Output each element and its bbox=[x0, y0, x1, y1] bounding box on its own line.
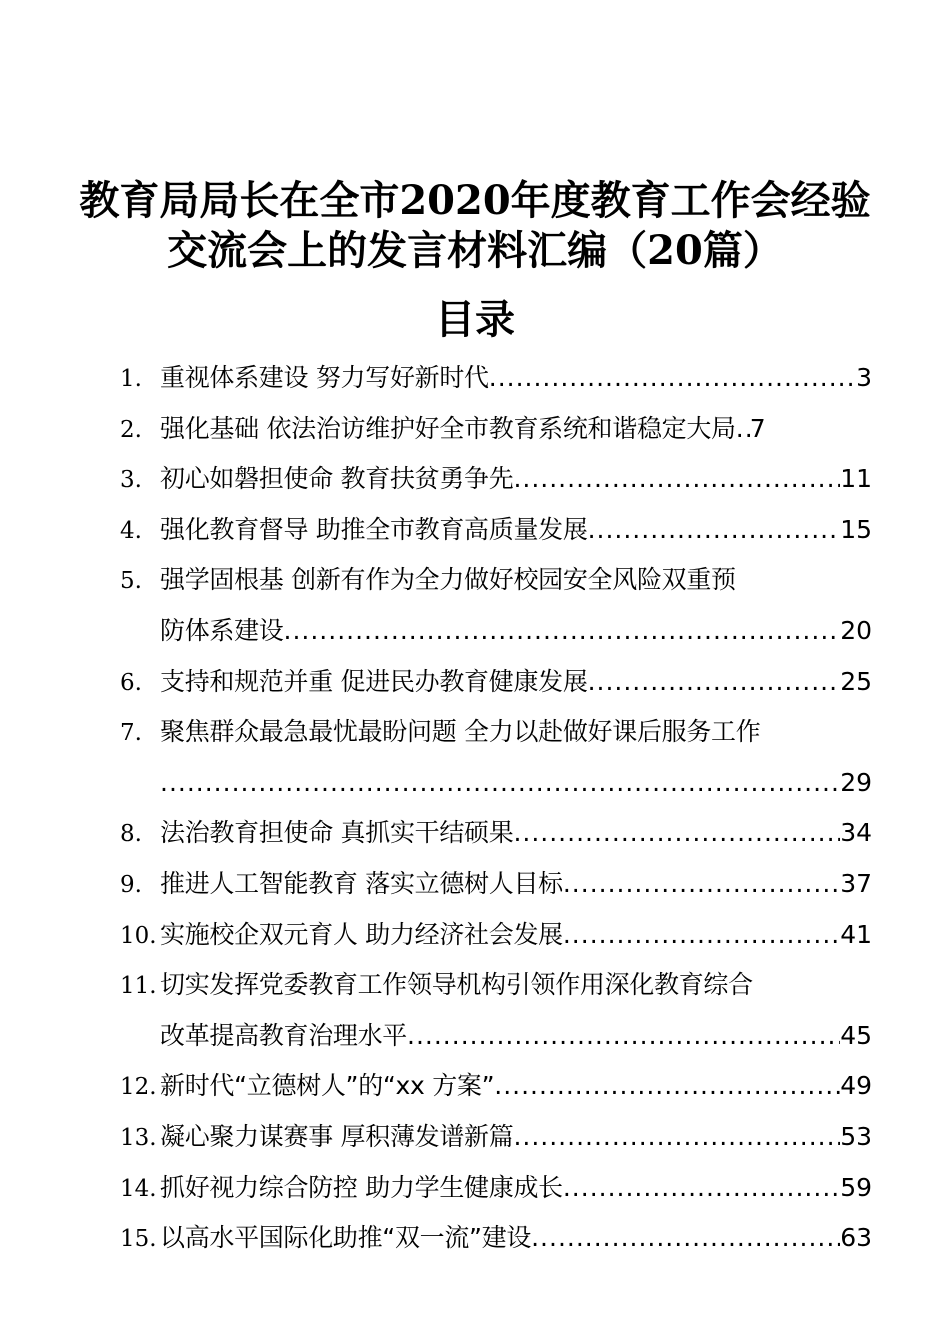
toc-entry-page: 11 bbox=[840, 464, 872, 494]
toc-entry-title: 实施校企双元育人 助力经济社会发展 bbox=[160, 919, 563, 949]
toc-leader-dots bbox=[563, 859, 840, 910]
document-title-line-2: 交流会上的发言材料汇编（20篇） bbox=[167, 227, 783, 274]
toc-entry-title: 强化教育督导 助推全市教育高质量发展 bbox=[160, 514, 588, 544]
toc-entry[interactable] bbox=[120, 808, 872, 859]
toc-entry-number: 1. bbox=[120, 366, 142, 392]
toc-entry-title-line-1: 强学固根基 创新有作为全力做好校园安全风险双重预 bbox=[160, 565, 736, 595]
toc-leader-dots bbox=[531, 1213, 840, 1264]
toc-leader-dots bbox=[513, 454, 840, 505]
toc-entry[interactable] bbox=[120, 555, 872, 656]
toc-entry-page: 53 bbox=[840, 1121, 872, 1151]
toc-entry-title: 以高水平国际化助推“双一流”建设 bbox=[160, 1223, 532, 1253]
toc-heading: 目录 bbox=[435, 296, 515, 343]
toc-entry[interactable] bbox=[120, 454, 872, 505]
toc-entry[interactable] bbox=[120, 910, 872, 961]
toc-entry-page: 63 bbox=[840, 1223, 872, 1253]
toc-entry-number: 14. bbox=[120, 1175, 157, 1202]
toc-entry-title: 法治教育担使命 真抓实干结硕果 bbox=[160, 818, 514, 848]
toc-entry-number: 15. bbox=[120, 1226, 157, 1253]
toc-leader-dots bbox=[588, 505, 841, 556]
toc-entry-title: 重视体系建设 努力写好新时代 bbox=[160, 363, 489, 392]
document-title-line-1: 教育局局长在全市2020年度教育工作会经验 bbox=[79, 177, 871, 224]
toc-entry-number: 3. bbox=[120, 467, 142, 494]
toc-leader-dots bbox=[513, 808, 840, 859]
toc-leader-dots bbox=[563, 910, 840, 961]
toc-entry-page: 20 bbox=[840, 615, 872, 645]
toc-entry-title: 初心如磐担使命 教育扶贫勇争先 bbox=[160, 464, 514, 494]
toc-entry-number: 7. bbox=[120, 720, 142, 747]
toc-leader-dots bbox=[736, 404, 750, 455]
toc-entry-page: 7 bbox=[749, 413, 766, 443]
toc-entry-title: 抓好视力综合防控 助力学生健康成长 bbox=[160, 1172, 563, 1202]
toc-entry-title-line-2: 防体系建设 bbox=[160, 615, 284, 645]
toc-entry[interactable] bbox=[120, 1213, 872, 1264]
toc-entry-page: 45 bbox=[840, 1020, 872, 1050]
toc-leader-dots bbox=[489, 353, 856, 404]
toc-entry[interactable] bbox=[120, 353, 872, 404]
toc-entry-number: 6. bbox=[120, 669, 142, 696]
toc-entry-title-line-1: 聚焦群众最急最忧最盼问题 全力以赴做好课后服务工作 bbox=[160, 717, 761, 747]
toc-entry-number: 9. bbox=[120, 871, 142, 898]
table-of-contents bbox=[120, 353, 872, 1264]
toc-entry[interactable] bbox=[120, 960, 872, 1061]
toc-entry-page: 59 bbox=[840, 1172, 872, 1202]
toc-leader-dots bbox=[160, 758, 840, 809]
toc-entry-number: 13. bbox=[120, 1124, 157, 1151]
toc-entry-number: 4. bbox=[120, 517, 142, 544]
toc-entry-page: 29 bbox=[840, 767, 872, 797]
toc-entry-page: 49 bbox=[840, 1071, 872, 1101]
toc-entry[interactable] bbox=[120, 404, 872, 455]
toc-entry[interactable] bbox=[120, 1112, 872, 1163]
toc-leader-dots bbox=[494, 1061, 840, 1112]
toc-entry-number: 10. bbox=[120, 922, 157, 949]
toc-entry-title: 推进人工智能教育 落实立德树人目标 bbox=[160, 868, 563, 898]
toc-leader-dots bbox=[407, 1011, 840, 1062]
toc-entry-page: 37 bbox=[840, 868, 872, 898]
toc-entry-title: 凝心聚力谋赛事 厚积薄发谱新篇 bbox=[160, 1121, 514, 1151]
toc-entry-number: 11. bbox=[120, 973, 157, 1000]
toc-entry-page: 34 bbox=[840, 818, 872, 848]
toc-entry-number: 8. bbox=[120, 821, 142, 848]
toc-entry-title-line-2: 改革提高教育治理水平 bbox=[160, 1020, 408, 1050]
toc-entry-title: 新时代“立德树人”的“xx 方案” bbox=[160, 1071, 495, 1101]
toc-leader-dots bbox=[513, 1112, 840, 1163]
toc-entry-number: 5. bbox=[120, 568, 142, 595]
toc-entry-page: 3 bbox=[856, 363, 872, 392]
toc-entry-title-line-1: 切实发挥党委教育工作领导机构引领作用深化教育综合 bbox=[160, 970, 753, 1000]
toc-leader-dots bbox=[588, 657, 841, 708]
toc-entry-page: 41 bbox=[840, 919, 872, 949]
toc-entry-page: 15 bbox=[840, 514, 872, 544]
toc-entry[interactable] bbox=[120, 657, 872, 708]
toc-entry[interactable] bbox=[120, 505, 872, 556]
toc-entry-page: 25 bbox=[840, 666, 872, 696]
toc-entry-title: 支持和规范并重 促进民办教育健康发展 bbox=[160, 666, 588, 696]
toc-leader-dots bbox=[563, 1163, 840, 1214]
toc-entry[interactable] bbox=[120, 1061, 872, 1112]
toc-entry[interactable] bbox=[120, 1163, 872, 1214]
toc-entry[interactable] bbox=[120, 707, 872, 808]
toc-leader-dots bbox=[284, 606, 841, 657]
toc-entry-number: 2. bbox=[120, 416, 142, 443]
toc-entry-title: 强化基础 依法治访维护好全市教育系统和谐稳定大局 bbox=[160, 413, 736, 443]
toc-entry[interactable] bbox=[120, 859, 872, 910]
toc-entry-number: 12. bbox=[120, 1074, 157, 1101]
